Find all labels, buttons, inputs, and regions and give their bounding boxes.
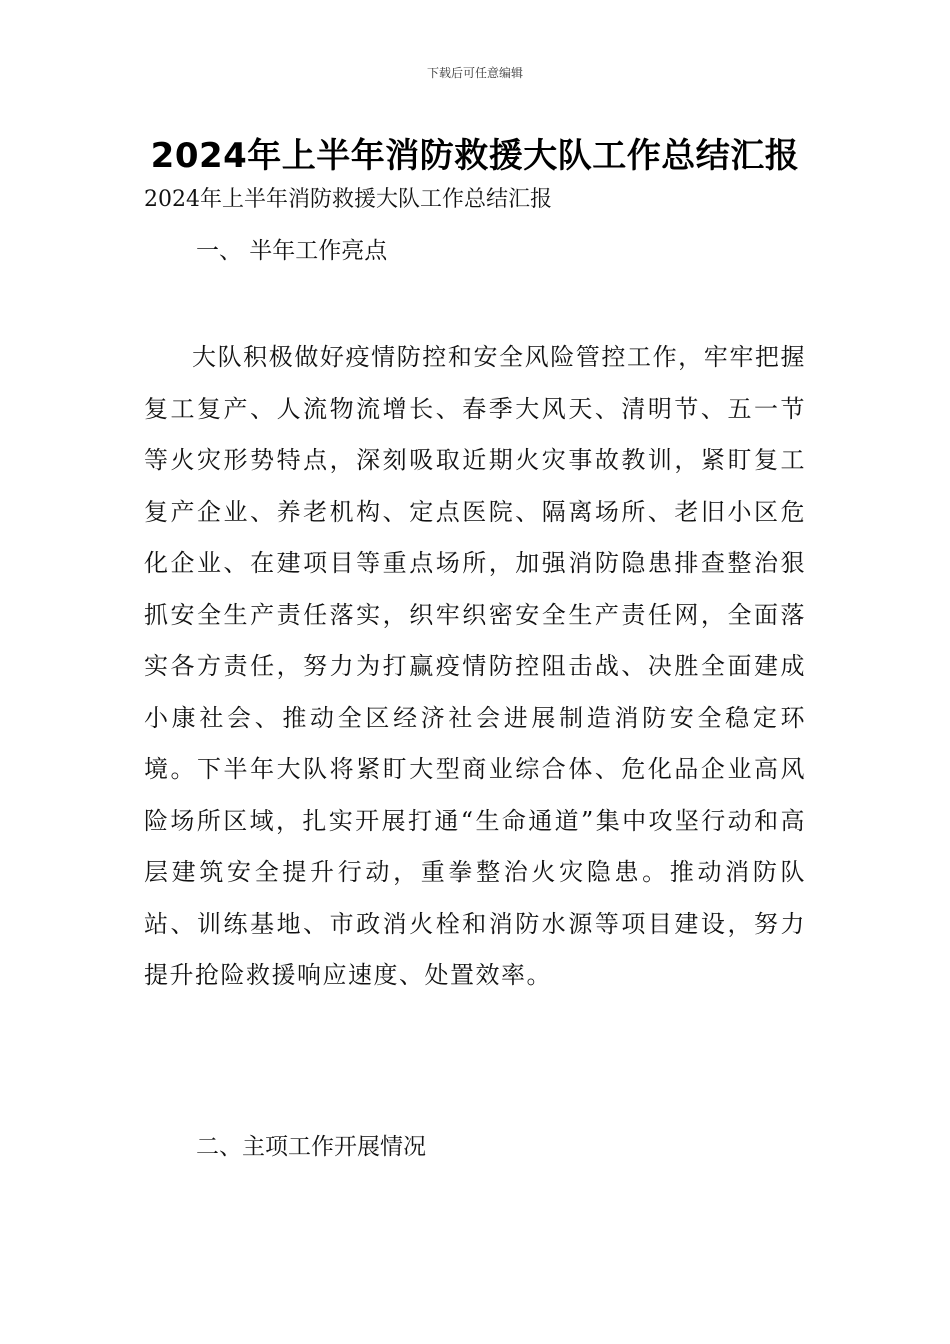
document-title: 2024年上半年消防救援大队工作总结汇报 — [150, 136, 800, 176]
header-note: 下载后可任意编辑 — [426, 66, 523, 80]
section-heading-main-work: 二、主项工作开展情况 — [196, 1134, 426, 1160]
section-body-highlights: 大队积极做好疫情防控和安全风险管控工作，牢牢把握复工复产、人流物流增长、春季大风天、清明节、五一节等火灾形势特点，深刻吸取近期火灾事故教训，紧盯复工复产企业、养老机构、定点医院、隔离场所、老旧小区危化企业、在建项目等重点场所，加强消防隐患排查整治狠抓安全生产责任落实，织牢织密安全生产责任网，全面落实各方责任，努力为打赢疫情防控阻击战、决胜全面建成小康社会、推动全区经济社会进展制造消防安全稳定环境。下半年大队将紧盯大型商业综合体、危化品企业高风险场所区域，扎实开展打通“生命通道”集中攻坚行动和高层建筑安全提升行动，重拳整治火灾隐患。推动消防队站、训练基地、市政消火栓和消防水源等项目建设，努力提升抢险救援响应速度、处置效率。 — [144, 343, 806, 989]
section-heading-highlights: 一、 半年工作亮点 — [196, 238, 388, 264]
document-subtitle: 2024年上半年消防救援大队工作总结汇报 — [144, 187, 552, 212]
